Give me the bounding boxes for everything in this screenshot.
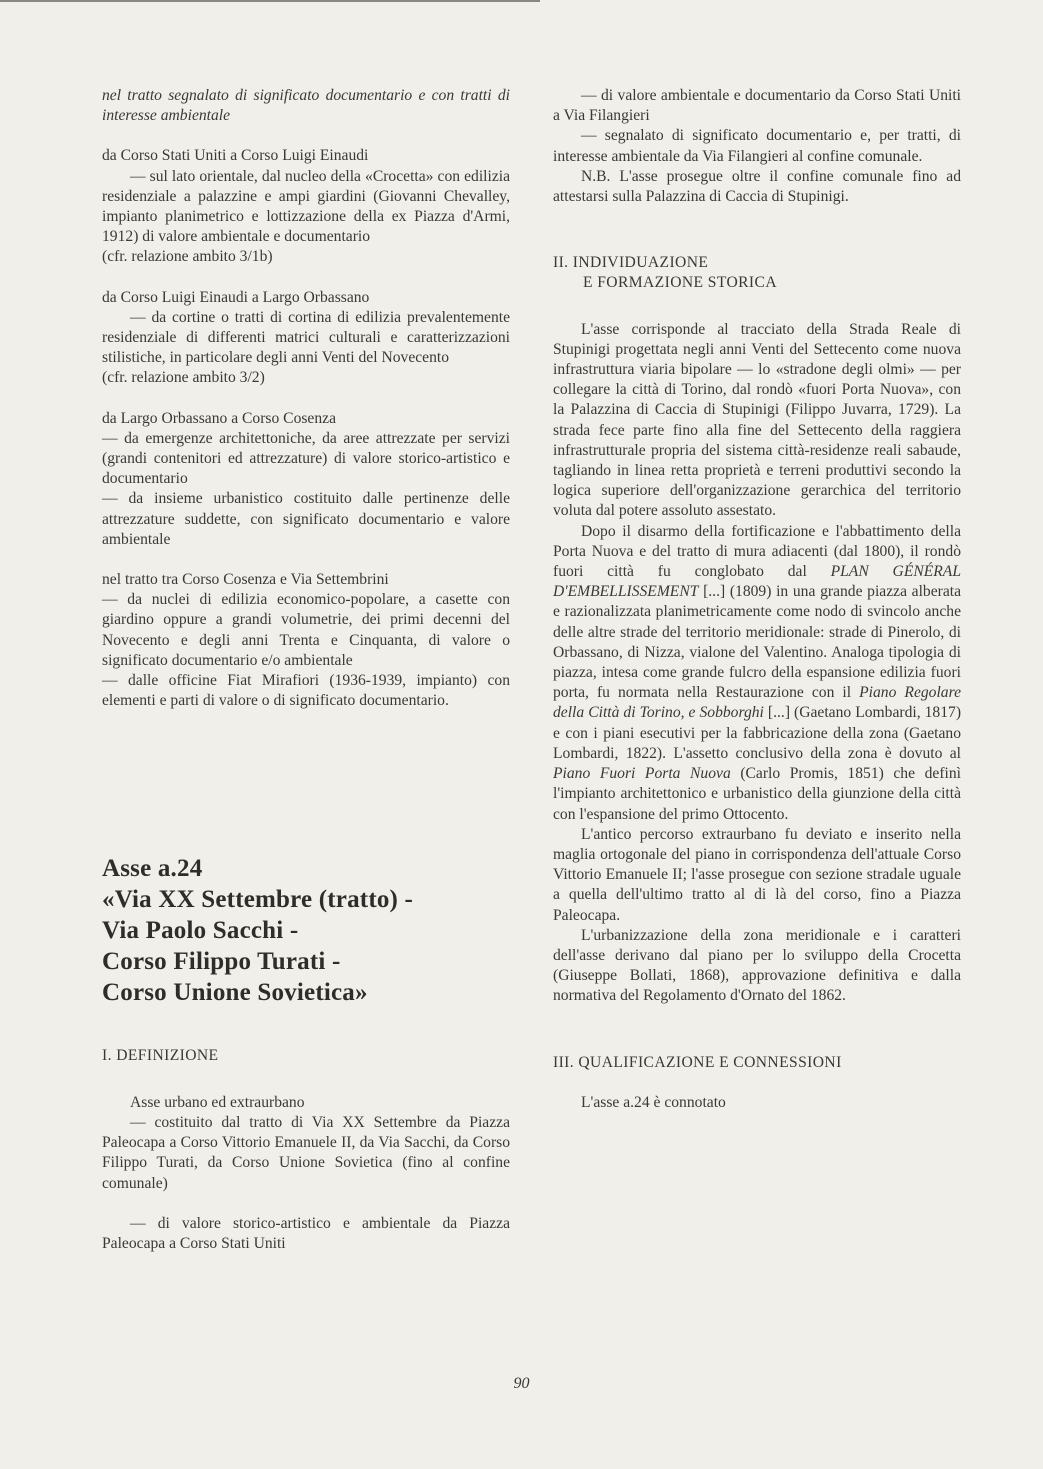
p2-italic-piano-regolare: Piano Regolare della Città di Torino, e Sobborghi bbox=[553, 684, 961, 722]
p2-text-g: (Carlo Promis, 1851) che definì l'impianto architettonico e urbanistico della giunzione della città con l'espansione del primo Ottocento. bbox=[553, 765, 961, 823]
block1-title: da Corso Stati Uniti a Corso Luigi Einaudi bbox=[102, 147, 369, 165]
block1-ref: (cfr. relazione ambito 3/1b) bbox=[102, 248, 273, 266]
p2-italic-plan: PLAN GÉNÉRAL D'EMBELLISSEMENT bbox=[553, 563, 961, 601]
block4-title: nel tratto tra Corso Cosenza e Via Settembrini bbox=[102, 571, 389, 589]
section-1-heading: I. DEFINIZIONE bbox=[102, 1047, 219, 1065]
block1-text: — sul lato orientale, dal nucleo della «Crocetta» con edilizia residenziale a palazzine e ampi giardini (Giovanni Chevalley, impianto planimetrico e lottizzazione della ex Piazza d'Armi, 1912) di valore ambientale e documentario bbox=[102, 167, 510, 246]
asse-title-line-2: «Via XX Settembre (tratto) - bbox=[102, 886, 414, 914]
section-2-p2 bbox=[553, 522, 961, 825]
p2-text-a: Dopo il disarmo della fortificazione e l'abbattimento della Porta Nuova e del tratto di mura adiacenti (dal 1800), il rondò fuori città fu conglobato dal bbox=[553, 522, 961, 581]
section-2-p3: L'antico percorso extraurbano fu deviato e inserito nella maglia ortogonale del piano in corrispondenza dell'attuale Corso Vittorio Emanuele II; l'asse prosegue con sezione stradale uguale a quella dell'ultimo tratto al di là del corso, fino a Piazza Paleocapa. bbox=[553, 825, 961, 924]
block3-text-2: — da insieme urbanistico costituito dalle pertinenze delle attrezzature suddette, con significato documentario e valore ambientale bbox=[102, 490, 510, 548]
right-column bbox=[553, 86, 961, 1113]
asse-title bbox=[102, 853, 510, 1008]
block2-title: da Corso Luigi Einaudi a Largo Orbassano bbox=[102, 288, 370, 306]
p2-text-c: [...] (1809) in una grande piazza alberata e razionalizzata planimetricamente come nodo di svincolo anche delle altre strade del territorio meridionale: strade di Pinerolo, di Orbassano, di Nizza, vialone del Valentino. Analoga tipologia di piazza, intesa come grande fulcro della espansione edilizia fuori porta, fu normata nella Restaurazione con il bbox=[553, 583, 961, 702]
block3-text-1: — da emergenze architettoniche, da aree attrezzate per servizi (grandi contenitori ed attrezzature) di valore storico-artistico e documentario bbox=[102, 429, 510, 488]
p2-text-e: [...] (Gaetano Lombardi, 1817) e con i piani esecutivi per la fabbricazione della zona (Gaetano Lombardi, 1822). L'assetto conclusivo della zona è dovuto al bbox=[553, 704, 962, 762]
block3-title: da Largo Orbassano a Corso Cosenza bbox=[102, 409, 336, 427]
continuation-2: — segnalato di significato documentario e, per tratti, di interesse ambientale da Via Filangieri al confine comunale. bbox=[553, 127, 961, 165]
section-2-heading-1: II. INDIVIDUAZIONE bbox=[553, 254, 709, 272]
nb-note: N.B. L'asse prosegue oltre il confine comunale fino ad attestarsi sulla Palazzina di Caccia di Stupinigi. bbox=[553, 167, 961, 206]
intro-italic: nel tratto segnalato di significato documentario e con tratti di interesse ambientale bbox=[102, 87, 510, 125]
block4-text-1: — da nuclei di edilizia economico-popolare, a casette con giardino oppure a grandi volumetrie, dei primi decenni del Novecento e degli anni Trenta e Cinquanta, di valore o significato documentario e/o ambientale bbox=[102, 591, 510, 669]
asse-title-line-4: Corso Filippo Turati - bbox=[102, 948, 341, 976]
left-column bbox=[102, 86, 510, 1254]
block2-text: — da cortine o tratti di cortina di edilizia prevalentemente residenziale di differenti matrici culturali e caratterizzazioni stilistiche, in particolare degli anni Venti del Novecento bbox=[102, 308, 510, 367]
asse-title-line-1: Asse a.24 bbox=[102, 855, 203, 883]
top-rule bbox=[0, 0, 540, 2]
section-2-p4: L'urbanizzazione della zona meridionale e i caratteri dell'asse derivano dal piano per lo sviluppo della Crocetta (Giuseppe Bollati, 1868), approvazione definitiva e dalla normativa del Regolamento d'Ornato del 1862. bbox=[553, 926, 961, 1005]
page-number: 90 bbox=[513, 1375, 530, 1392]
section-1-p1b: — costituito dal tratto di Via XX Settembre da Piazza Paleocapa a Corso Vittorio Emanuele II, da Via Sacchi, da Corso Filippo Turati, da Corso Unione Sovietica (fino al confine comunale) bbox=[102, 1113, 510, 1192]
section-3-heading: III. QUALIFICAZIONE E CONNESSIONI bbox=[553, 1053, 842, 1071]
asse-title-line-3: Via Paolo Sacchi - bbox=[102, 917, 299, 945]
asse-title-line-5: Corso Unione Sovietica» bbox=[102, 979, 368, 1007]
section-3-p1: L'asse a.24 è connotato bbox=[581, 1093, 726, 1111]
section-2-p1: L'asse corrisponde al tracciato della Strada Reale di Stupinigi progettata negli anni Venti del Settecento come nuova infrastruttura viaria bipolare — lo «stradone degli olmi» — per collegare la città di Torino, dal rondò «fuori Porta Nuova», con la Palazzina di Caccia di Stupinigi (Filippo Juvarra, 1729). La strada fece parte fino alla fine del Settecento della raggiera infrastrutturale propria del sistema città-residenze reali sabaude, tagliando in linea retta proprietà e terreni produttivi secondo la logica superiore dell'organizzazione gerarchica del territorio voluta dal potere assoluto assestato. bbox=[553, 320, 961, 520]
section-2-heading-2: E FORMAZIONE STORICA bbox=[583, 274, 777, 292]
section-1-p2: — di valore storico-artistico e ambientale da Piazza Paleocapa a Corso Stati Uniti bbox=[102, 1214, 510, 1252]
p2-italic-piano-fuori: Piano Fuori Porta Nuova bbox=[553, 765, 731, 783]
section-1-p1a: Asse urbano ed extraurbano bbox=[130, 1093, 305, 1111]
block4-text-2: — dalle officine Fiat Mirafiori (1936-1939, impianto) con elementi e parti di valore o di significato documentario. bbox=[102, 672, 510, 710]
continuation-1: — di valore ambientale e documentario da Corso Stati Uniti a Via Filangieri bbox=[553, 87, 961, 125]
block2-ref: (cfr. relazione ambito 3/2) bbox=[102, 369, 265, 387]
